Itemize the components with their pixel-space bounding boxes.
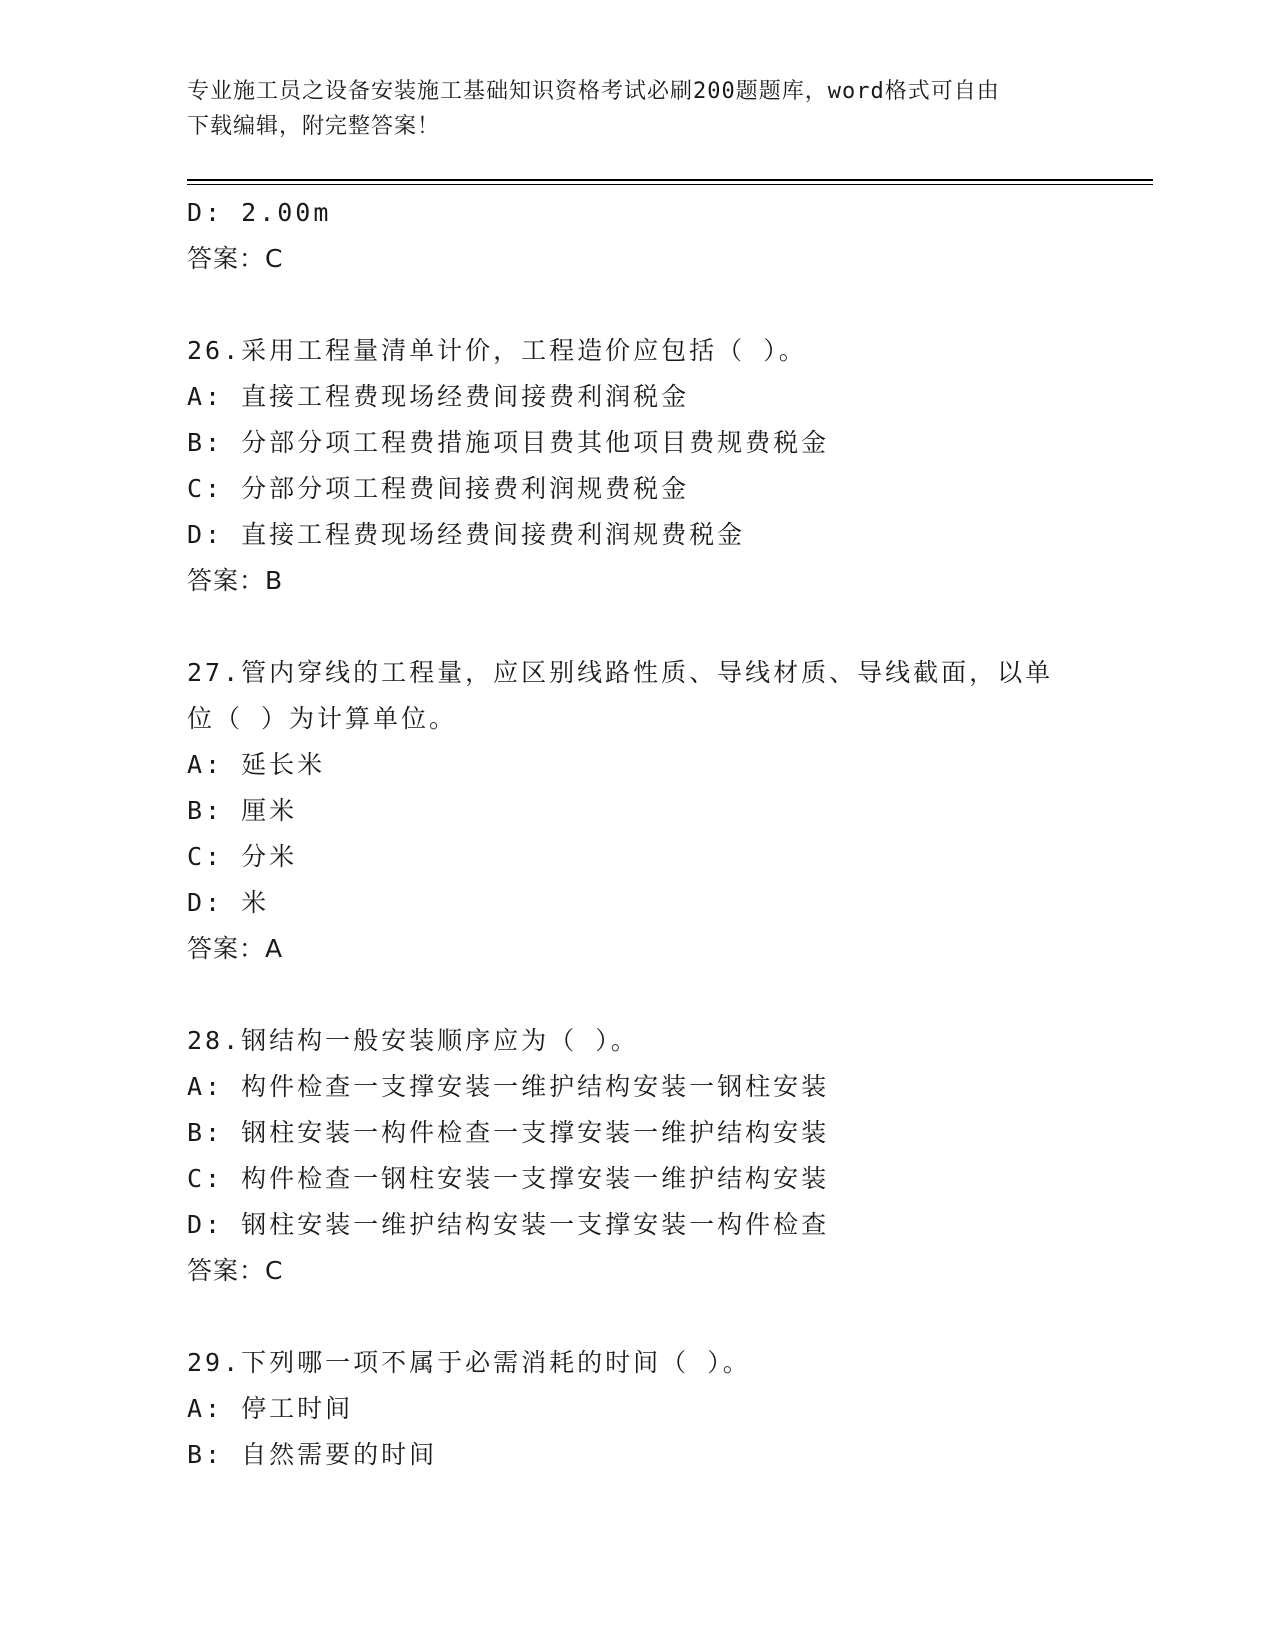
header-line-2: 下载编辑，附完整答案！ <box>187 114 441 139</box>
document-header <box>187 74 1087 144</box>
option-c: C: 构件检查一钢柱安装一支撑安装一维护结构安装 <box>187 1164 830 1193</box>
option-b: B: 自然需要的时间 <box>187 1440 438 1469</box>
option-b: B: 钢柱安装一构件检查一支撑安装一维护结构安装 <box>187 1118 830 1147</box>
question-stem-line-1: 27.管内穿线的工程量，应区别线路性质、导线材质、导线截面，以单 <box>187 658 1054 687</box>
option-a: A: 直接工程费现场经费间接费利润税金 <box>187 382 690 411</box>
answer: 答案：A <box>187 934 284 963</box>
option-a: A: 停工时间 <box>187 1394 354 1423</box>
option-c: C: 分米 <box>187 842 298 871</box>
spacer <box>187 972 1087 1018</box>
header-line-1: 专业施工员之设备安装施工基础知识资格考试必刷200题题库，word格式可自由 <box>187 79 1000 104</box>
question-29 <box>187 1340 1087 1478</box>
answer: 答案：C <box>187 1256 284 1285</box>
answer-previous: 答案：C <box>187 244 284 273</box>
option-d: D: 米 <box>187 888 270 917</box>
option-b: B: 分部分项工程费措施项目费其他项目费规费税金 <box>187 428 830 457</box>
question-stem: 26.采用工程量清单计价，工程造价应包括（ ）。 <box>187 336 807 365</box>
option-c: C: 分部分项工程费间接费利润规费税金 <box>187 474 690 503</box>
option-d: D: 直接工程费现场经费间接费利润规费税金 <box>187 520 746 549</box>
option-b: B: 厘米 <box>187 796 298 825</box>
question-stem-line-2: 位（ ）为计算单位。 <box>187 704 458 733</box>
option-d-previous: D: 2.00m <box>187 198 332 227</box>
question-27 <box>187 650 1087 972</box>
option-a: A: 构件检查一支撑安装一维护结构安装一钢柱安装 <box>187 1072 830 1101</box>
question-stem: 29.下列哪一项不属于必需消耗的时间（ ）。 <box>187 1348 751 1377</box>
spacer <box>187 604 1087 650</box>
question-stem: 28.钢结构一般安装顺序应为（ ）。 <box>187 1026 639 1055</box>
header-divider-thin <box>187 184 1153 185</box>
spacer <box>187 1294 1087 1340</box>
question-28 <box>187 1018 1087 1294</box>
header-divider-thick <box>187 179 1153 181</box>
option-a: A: 延长米 <box>187 750 326 779</box>
question-26 <box>187 328 1087 604</box>
spacer <box>187 282 1087 328</box>
question-content <box>187 190 1087 1478</box>
option-d: D: 钢柱安装一维护结构安装一支撑安装一构件检查 <box>187 1210 830 1239</box>
answer: 答案：B <box>187 566 284 595</box>
